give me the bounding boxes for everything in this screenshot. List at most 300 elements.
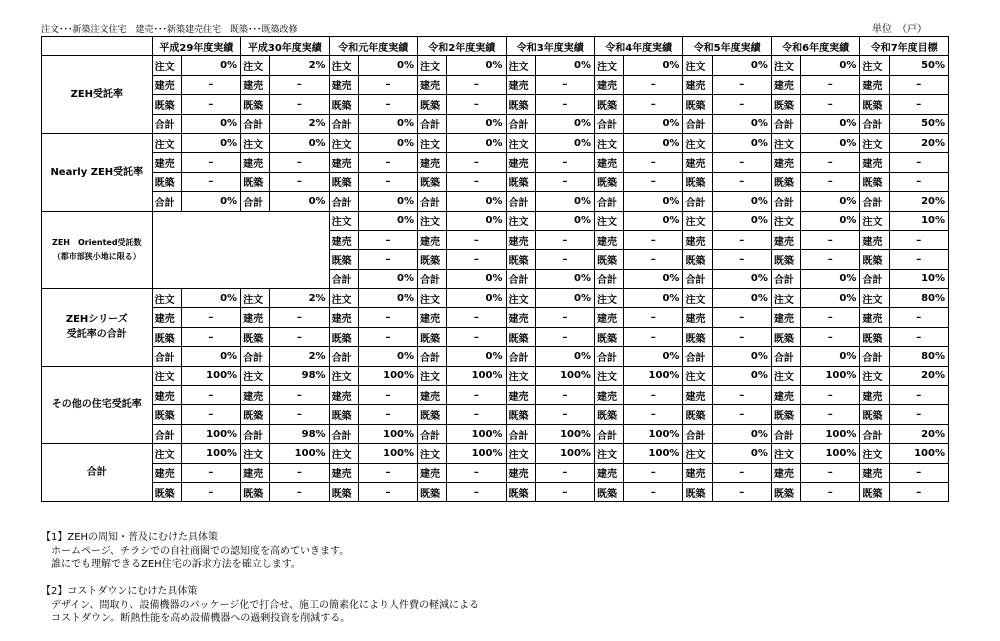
value-cell: 0% <box>624 347 683 366</box>
value-cell: – <box>447 153 506 172</box>
value-cell: – <box>889 153 948 172</box>
table-row <box>42 463 949 482</box>
value-cell: 0% <box>535 211 594 230</box>
row-type-label: 注文 <box>771 133 800 152</box>
value-cell: 20% <box>889 133 948 152</box>
value-cell: – <box>181 153 240 172</box>
row-type-label: 注文 <box>683 133 712 152</box>
value-cell: 0% <box>801 347 860 366</box>
value-cell: 0% <box>801 133 860 152</box>
col-header: 令和4年度実績 <box>594 37 682 56</box>
value-cell: – <box>889 172 948 191</box>
value-cell: – <box>447 405 506 424</box>
value-cell: – <box>801 75 860 94</box>
row-type-label: 注文 <box>771 289 800 308</box>
row-type-label: 建売 <box>683 153 712 172</box>
row-type-label: 合計 <box>771 424 800 443</box>
category-name: その他の住宅受託率 <box>51 399 142 411</box>
row-type-label: 合計 <box>771 347 800 366</box>
value-cell: 0% <box>712 347 771 366</box>
row-type-label: 建売 <box>329 153 358 172</box>
row-type-label: 注文 <box>418 211 447 230</box>
row-type-label: 注文 <box>683 211 712 230</box>
row-type-label: 既築 <box>683 95 712 114</box>
row-type-label: 建売 <box>594 153 623 172</box>
row-type-label: 建売 <box>683 308 712 327</box>
row-type-label: 建売 <box>152 308 181 327</box>
value-cell: – <box>270 75 329 94</box>
row-type-label: 建売 <box>683 75 712 94</box>
value-cell: – <box>889 230 948 249</box>
row-type-label: 既築 <box>418 482 447 501</box>
value-cell: 100% <box>624 444 683 463</box>
row-type-label: 建売 <box>771 386 800 405</box>
value-cell: 100% <box>181 444 240 463</box>
value-cell: 0% <box>535 289 594 308</box>
row-type-label: 既築 <box>683 405 712 424</box>
row-type-label: 合計 <box>683 424 712 443</box>
value-cell: – <box>181 482 240 501</box>
row-type-label: 合計 <box>594 269 623 288</box>
table-row <box>42 133 949 152</box>
row-type-label: 既築 <box>860 250 889 269</box>
value-cell: – <box>535 327 594 346</box>
value-cell: – <box>712 327 771 346</box>
row-type-label: 既築 <box>594 172 623 191</box>
value-cell: – <box>270 405 329 424</box>
row-type-label: 建売 <box>860 308 889 327</box>
value-cell: – <box>624 250 683 269</box>
value-cell: 100% <box>889 444 948 463</box>
value-cell: – <box>712 250 771 269</box>
row-type-label: 合計 <box>418 192 447 211</box>
row-type-label: 既築 <box>683 482 712 501</box>
value-cell: – <box>712 482 771 501</box>
value-cell: 0% <box>535 347 594 366</box>
value-cell: – <box>358 75 417 94</box>
row-type-label: 建売 <box>506 75 535 94</box>
row-type-label: 既築 <box>506 405 535 424</box>
row-type-label: 既築 <box>771 405 800 424</box>
value-cell: – <box>801 482 860 501</box>
row-type-label: 合計 <box>152 192 181 211</box>
row-type-label: 既築 <box>152 95 181 114</box>
row-type-label: 注文 <box>506 133 535 152</box>
value-cell: 0% <box>447 192 506 211</box>
row-type-label: 建売 <box>418 153 447 172</box>
row-type-label: 合計 <box>683 269 712 288</box>
value-cell: – <box>712 405 771 424</box>
header-row <box>42 37 949 56</box>
row-type-label: 建売 <box>418 75 447 94</box>
value-cell: 0% <box>535 56 594 75</box>
row-type-label: 既築 <box>506 482 535 501</box>
row-type-label: 既築 <box>594 250 623 269</box>
value-cell: 0% <box>447 269 506 288</box>
row-type-label: 注文 <box>418 56 447 75</box>
value-cell: – <box>535 405 594 424</box>
value-cell: 100% <box>181 366 240 385</box>
row-type-label: 合計 <box>418 269 447 288</box>
unit-label: 単位 （戸） <box>872 24 927 35</box>
value-cell: – <box>624 327 683 346</box>
value-cell: – <box>270 386 329 405</box>
value-cell: 0% <box>624 192 683 211</box>
category-name: ZEHシリーズ <box>65 314 128 326</box>
value-cell: – <box>535 95 594 114</box>
value-cell: 98% <box>270 366 329 385</box>
row-type-label: 合計 <box>860 269 889 288</box>
row-type-label: 既築 <box>683 250 712 269</box>
legend-text: 注文･･･新築注文住宅 建売･･･新築建売住宅 既築･･･既築改修 <box>41 25 298 35</box>
row-type-label: 合計 <box>771 192 800 211</box>
value-cell: – <box>624 405 683 424</box>
value-cell: 50% <box>889 114 948 133</box>
row-type-label: 既築 <box>506 250 535 269</box>
value-cell: 100% <box>447 444 506 463</box>
row-type-label: 建売 <box>241 153 270 172</box>
value-cell: 0% <box>447 289 506 308</box>
value-cell: 0% <box>712 133 771 152</box>
value-cell: – <box>624 386 683 405</box>
row-type-label: 既築 <box>771 95 800 114</box>
row-type-label: 注文 <box>329 289 358 308</box>
row-type-label: 建売 <box>241 463 270 482</box>
value-cell: – <box>447 230 506 249</box>
row-type-label: 合計 <box>241 114 270 133</box>
row-type-label: 合計 <box>329 424 358 443</box>
row-type-label: 建売 <box>594 230 623 249</box>
row-type-label: 既築 <box>506 95 535 114</box>
row-type-label: 合計 <box>418 424 447 443</box>
value-cell: 0% <box>801 114 860 133</box>
row-type-label: 注文 <box>241 56 270 75</box>
row-type-label: 既築 <box>241 482 270 501</box>
category-label <box>42 56 153 134</box>
row-type-label: 注文 <box>329 444 358 463</box>
row-type-label: 建売 <box>860 386 889 405</box>
value-cell: – <box>535 153 594 172</box>
value-cell: 0% <box>447 56 506 75</box>
value-cell: – <box>270 95 329 114</box>
value-cell: 100% <box>358 444 417 463</box>
category-label <box>42 133 153 211</box>
table-row <box>42 444 949 463</box>
value-cell: – <box>358 405 417 424</box>
row-type-label: 既築 <box>329 482 358 501</box>
value-cell: 0% <box>270 133 329 152</box>
value-cell: – <box>358 386 417 405</box>
row-type-label: 合計 <box>241 347 270 366</box>
row-type-label: 注文 <box>506 444 535 463</box>
value-cell: – <box>889 75 948 94</box>
table-row <box>42 192 949 211</box>
value-cell: 0% <box>181 56 240 75</box>
row-type-label: 注文 <box>683 56 712 75</box>
row-type-label: 建売 <box>594 75 623 94</box>
table-row <box>42 424 949 443</box>
table-row <box>42 153 949 172</box>
row-type-label: 建売 <box>329 308 358 327</box>
category-label <box>42 289 153 367</box>
value-cell: 50% <box>889 56 948 75</box>
row-type-label: 建売 <box>771 153 800 172</box>
row-type-label: 既築 <box>418 95 447 114</box>
row-type-label: 建売 <box>152 386 181 405</box>
category-name: Nearly ZEH受託率 <box>50 166 144 178</box>
category-label <box>42 211 153 289</box>
value-cell: – <box>358 308 417 327</box>
value-cell: 100% <box>624 366 683 385</box>
value-cell: 10% <box>889 211 948 230</box>
value-cell: 0% <box>358 133 417 152</box>
row-type-label: 既築 <box>241 327 270 346</box>
row-type-label: 建売 <box>152 153 181 172</box>
value-cell: – <box>270 463 329 482</box>
row-type-label: 建売 <box>241 308 270 327</box>
row-type-label: 注文 <box>594 211 623 230</box>
row-type-label: 注文 <box>594 56 623 75</box>
value-cell: – <box>889 386 948 405</box>
value-cell: – <box>447 250 506 269</box>
value-cell: 20% <box>889 424 948 443</box>
row-type-label: 注文 <box>771 211 800 230</box>
row-type-label: 注文 <box>506 366 535 385</box>
value-cell: 0% <box>358 192 417 211</box>
value-cell: – <box>181 463 240 482</box>
value-cell: 0% <box>447 114 506 133</box>
value-cell: 100% <box>801 424 860 443</box>
row-type-label: 合計 <box>241 424 270 443</box>
value-cell: – <box>712 153 771 172</box>
col-header: 令和5年度実績 <box>683 37 771 56</box>
row-type-label: 既築 <box>683 172 712 191</box>
row-type-label: 合計 <box>683 192 712 211</box>
value-cell: 0% <box>181 114 240 133</box>
row-type-label: 既築 <box>594 482 623 501</box>
row-type-label: 既築 <box>329 172 358 191</box>
value-cell: 20% <box>889 192 948 211</box>
row-type-label: 既築 <box>152 172 181 191</box>
value-cell: – <box>712 386 771 405</box>
row-type-label: 合計 <box>152 114 181 133</box>
value-cell: 0% <box>712 114 771 133</box>
value-cell: 100% <box>358 424 417 443</box>
value-cell: – <box>447 386 506 405</box>
row-type-label: 既築 <box>506 327 535 346</box>
row-type-label: 注文 <box>241 133 270 152</box>
col-header: 平成29年度実績 <box>152 37 240 56</box>
row-type-label: 合計 <box>152 347 181 366</box>
value-cell: – <box>270 327 329 346</box>
value-cell: – <box>358 482 417 501</box>
value-cell: 100% <box>535 444 594 463</box>
row-type-label: 注文 <box>506 289 535 308</box>
row-type-label: 注文 <box>329 133 358 152</box>
corner-cell <box>42 37 153 56</box>
row-type-label: 合計 <box>594 424 623 443</box>
row-type-label: 既築 <box>418 405 447 424</box>
value-cell: 0% <box>358 56 417 75</box>
value-cell: – <box>181 386 240 405</box>
value-cell: 0% <box>535 192 594 211</box>
row-type-label: 既築 <box>771 172 800 191</box>
value-cell: – <box>447 75 506 94</box>
row-type-label: 建売 <box>683 463 712 482</box>
value-cell: 0% <box>535 133 594 152</box>
row-type-label: 注文 <box>418 289 447 308</box>
value-cell: 0% <box>624 269 683 288</box>
row-type-label: 合計 <box>771 269 800 288</box>
value-cell: 0% <box>624 289 683 308</box>
col-header: 令和2年度実績 <box>418 37 506 56</box>
value-cell: 0% <box>447 211 506 230</box>
value-cell: – <box>712 230 771 249</box>
row-type-label: 建売 <box>506 463 535 482</box>
row-type-label: 注文 <box>506 211 535 230</box>
value-cell: 100% <box>447 424 506 443</box>
row-type-label: 注文 <box>771 366 800 385</box>
row-type-label: 建売 <box>418 386 447 405</box>
value-cell: – <box>181 405 240 424</box>
row-type-label: 建売 <box>329 75 358 94</box>
notes-section-2 <box>41 585 479 626</box>
value-cell: – <box>801 308 860 327</box>
row-type-label: 既築 <box>152 327 181 346</box>
value-cell: – <box>181 327 240 346</box>
value-cell: 0% <box>181 192 240 211</box>
value-cell: 0% <box>712 269 771 288</box>
value-cell: – <box>535 230 594 249</box>
row-type-label: 既築 <box>241 172 270 191</box>
category-subname: （都市部狭小地に限る） <box>52 251 141 261</box>
row-type-label: 建売 <box>860 230 889 249</box>
table-row <box>42 95 949 114</box>
value-cell: – <box>801 95 860 114</box>
row-type-label: 注文 <box>771 56 800 75</box>
row-type-label: 建売 <box>594 386 623 405</box>
category-subname: 受託率の合計 <box>66 329 127 341</box>
table-row <box>42 289 949 308</box>
value-cell: – <box>801 463 860 482</box>
value-cell: – <box>447 482 506 501</box>
value-cell: – <box>889 482 948 501</box>
table-row <box>42 56 949 75</box>
value-cell: – <box>535 386 594 405</box>
value-cell: 0% <box>270 192 329 211</box>
row-type-label: 既築 <box>329 95 358 114</box>
row-type-label: 合計 <box>683 347 712 366</box>
value-cell: – <box>181 95 240 114</box>
value-cell: – <box>535 308 594 327</box>
value-cell: – <box>889 250 948 269</box>
value-cell: 0% <box>624 56 683 75</box>
category-name: 合計 <box>86 467 107 479</box>
row-type-label: 注文 <box>152 56 181 75</box>
value-cell: – <box>624 95 683 114</box>
row-type-label: 合計 <box>329 347 358 366</box>
col-header: 令和7年度目標 <box>860 37 949 56</box>
row-type-label: 既築 <box>771 250 800 269</box>
value-cell: – <box>624 230 683 249</box>
value-cell: 100% <box>358 366 417 385</box>
value-cell: – <box>801 327 860 346</box>
value-cell: – <box>624 308 683 327</box>
value-cell: – <box>535 172 594 191</box>
value-cell: 0% <box>712 424 771 443</box>
value-cell: – <box>712 95 771 114</box>
value-cell: 2% <box>270 289 329 308</box>
value-cell: – <box>358 463 417 482</box>
row-type-label: 注文 <box>683 289 712 308</box>
table-row <box>42 327 949 346</box>
value-cell: – <box>624 153 683 172</box>
value-cell: – <box>889 95 948 114</box>
value-cell: – <box>712 308 771 327</box>
value-cell: – <box>624 75 683 94</box>
zeh-table <box>41 36 949 502</box>
value-cell: 100% <box>624 424 683 443</box>
row-type-label: 建売 <box>329 386 358 405</box>
value-cell: 0% <box>624 114 683 133</box>
row-type-label: 注文 <box>152 366 181 385</box>
table-row <box>42 405 949 424</box>
row-type-label: 既築 <box>594 95 623 114</box>
notes-heading: 【2】コストダウンにむけた具体策 <box>41 586 198 597</box>
row-type-label: 既築 <box>860 172 889 191</box>
row-type-label: 注文 <box>241 289 270 308</box>
value-cell: – <box>358 250 417 269</box>
value-cell: 10% <box>889 269 948 288</box>
value-cell: – <box>181 308 240 327</box>
value-cell: 0% <box>358 114 417 133</box>
row-type-label: 注文 <box>683 444 712 463</box>
row-type-label: 注文 <box>329 56 358 75</box>
col-header: 令和6年度実績 <box>771 37 859 56</box>
row-type-label: 既築 <box>860 327 889 346</box>
row-type-label: 既築 <box>506 172 535 191</box>
value-cell: 100% <box>801 444 860 463</box>
value-cell: 20% <box>889 366 948 385</box>
value-cell: – <box>447 172 506 191</box>
value-cell: 100% <box>535 424 594 443</box>
row-type-label: 建売 <box>771 230 800 249</box>
row-type-label: 合計 <box>860 192 889 211</box>
value-cell: – <box>535 463 594 482</box>
table-row <box>42 75 949 94</box>
row-type-label: 合計 <box>241 192 270 211</box>
table-row <box>42 172 949 191</box>
value-cell: – <box>181 172 240 191</box>
row-type-label: 既築 <box>771 327 800 346</box>
row-type-label: 建売 <box>506 308 535 327</box>
value-cell: 0% <box>624 133 683 152</box>
row-type-label: 合計 <box>418 114 447 133</box>
row-type-label: 既築 <box>329 250 358 269</box>
value-cell: 0% <box>801 211 860 230</box>
row-type-label: 注文 <box>152 133 181 152</box>
table-row <box>42 308 949 327</box>
value-cell: 0% <box>181 347 240 366</box>
row-type-label: 建売 <box>506 386 535 405</box>
value-cell: – <box>889 463 948 482</box>
category-name: ZEH Oriented受託数 <box>52 237 142 247</box>
row-type-label: 注文 <box>418 133 447 152</box>
row-type-label: 注文 <box>329 211 358 230</box>
value-cell: – <box>889 308 948 327</box>
value-cell: 0% <box>447 133 506 152</box>
row-type-label: 注文 <box>329 366 358 385</box>
